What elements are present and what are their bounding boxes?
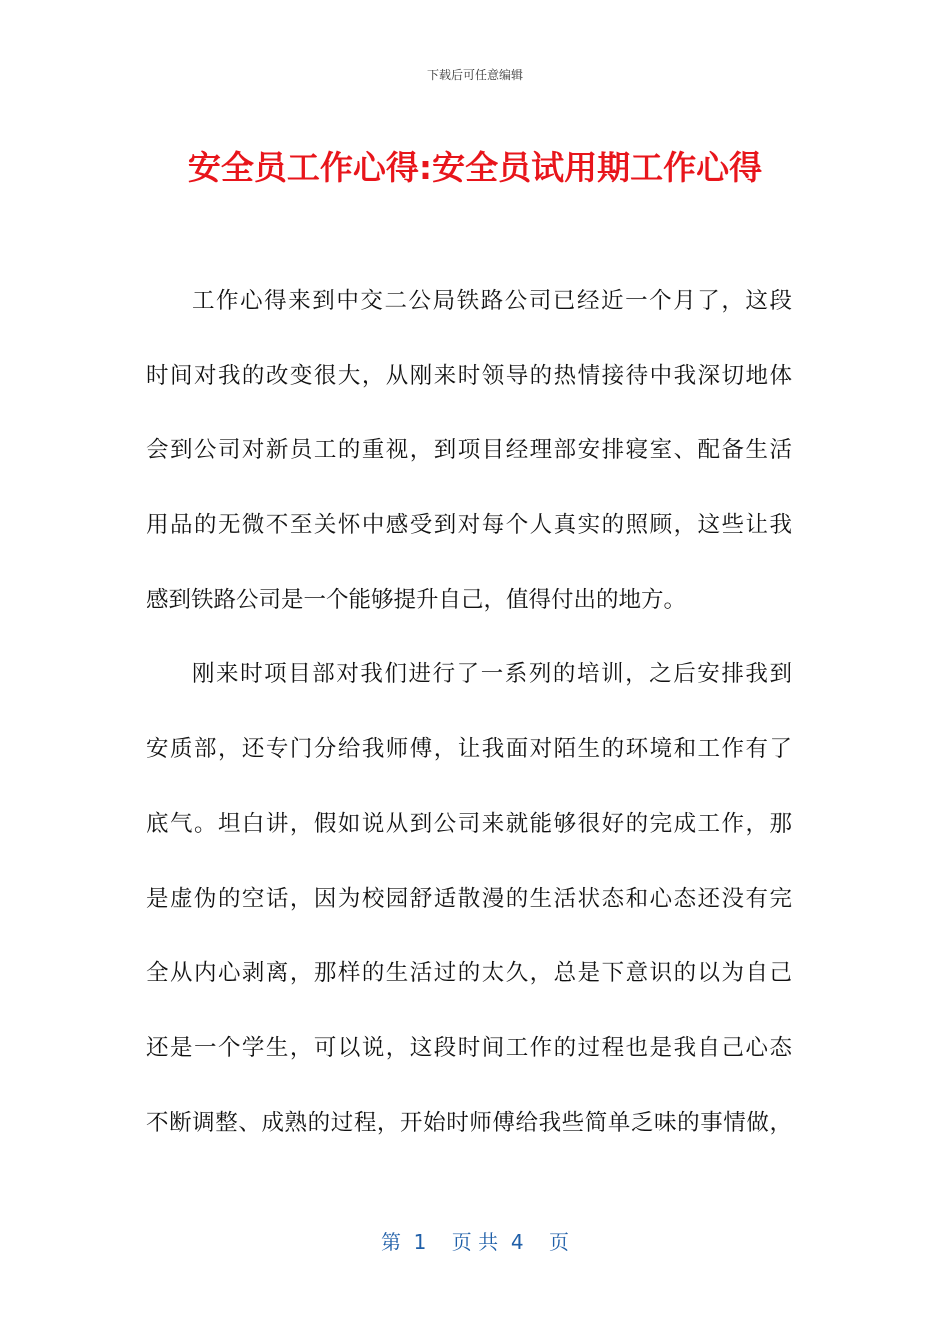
paragraph-line: 会到公司对新员工的重视，到项目经理部安排寝室、配备生活 [146,437,792,464]
paragraph-line: 不断调整、成熟的过程，开始时师傅给我些简单乏味的事情做， [146,1109,792,1136]
paragraph-2 [146,637,792,1160]
paragraph-line: 还是一个学生，可以说，这段时间工作的过程也是我自己心态 [146,1034,792,1061]
paragraph-line: 是虚伪的空话，因为校园舒适散漫的生活状态和心态还没有完 [146,885,792,912]
paragraph-line: 刚来时项目部对我们进行了一系列的培训，之后安排我到 [192,661,792,688]
paragraph-line: 感到铁路公司是一个能够提升自己，值得付出的地方。 [146,586,687,613]
document-body [146,264,792,1160]
paragraph-line: 安质部，还专门分给我师傅，让我面对陌生的环境和工作有了 [146,736,792,763]
paragraph-line: 用品的无微不至关怀中感受到对每个人真实的照顾，这些让我 [146,512,792,539]
document-title: 安全员工作心得:安全员试用期工作心得 [187,148,763,187]
paragraph-1 [146,264,792,637]
paragraph-line: 全从内心剥离，那样的生活过的太久，总是下意识的以为自己 [146,960,792,987]
paragraph-line: 时间对我的改变很大，从刚来时领导的热情接待中我深切地体 [146,362,792,389]
header-note: 下载后可任意编辑 [426,68,523,82]
page-number-footer: 第 1 页 共 4 页 [380,1230,570,1254]
paragraph-line: 底气。坦白讲，假如说从到公司来就能够很好的完成工作，那 [146,810,792,837]
paragraph-line: 工作心得来到中交二公局铁路公司已经近一个月了，这段 [192,288,792,314]
